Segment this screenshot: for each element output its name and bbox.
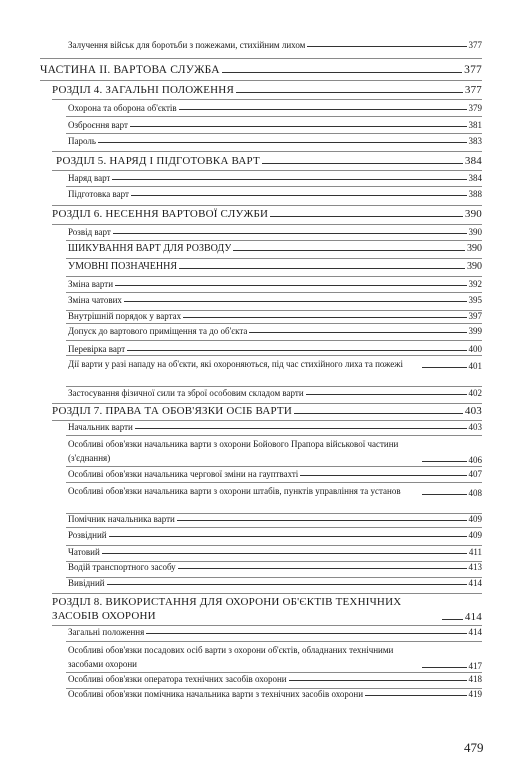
- toc-entry: [0, 261, 514, 272]
- dot-leader: [422, 367, 467, 368]
- separator-line: [66, 672, 482, 673]
- toc-entry: [0, 173, 514, 183]
- toc-entry: [0, 103, 514, 113]
- toc-entry-page: 414: [464, 611, 482, 623]
- dot-leader: [442, 619, 463, 620]
- dot-leader: [289, 680, 467, 681]
- toc-entry: [0, 40, 514, 50]
- toc-entry-title: Допуск до вартового приміщення та до об'єкта: [68, 326, 248, 336]
- dot-leader: [222, 72, 462, 73]
- dot-leader: [112, 179, 466, 180]
- toc-entry-title: Озброєння варт: [68, 120, 128, 130]
- toc-entry-page: 383: [468, 136, 482, 146]
- toc-entry-page: 377: [464, 64, 482, 76]
- separator-line: [66, 116, 482, 117]
- separator-line: [66, 340, 482, 341]
- toc-entry-page: 418: [468, 674, 482, 684]
- separator-line: [66, 133, 482, 134]
- separator-line: [66, 435, 482, 436]
- dot-leader: [127, 350, 466, 351]
- dot-leader: [183, 317, 466, 318]
- toc-entry-page: 407: [468, 469, 482, 479]
- toc-chapter: [0, 405, 514, 417]
- toc-entry: [0, 295, 514, 305]
- toc-entry: [0, 514, 514, 524]
- toc-entry-title: РОЗДІЛ 5. НАРЯД І ПІДГОТОВКА ВАРТ: [56, 155, 260, 167]
- toc-entry-page: 408: [468, 488, 482, 498]
- toc-entry-title: РОЗДІЛ 8. ВИКОРИСТАННЯ ДЛЯ ОХОРОНИ ОБ'ЄКТІВ ТЕХНІЧНИХ ЗАСОБІВ ОХОРОНИ: [52, 596, 402, 622]
- separator-line: [66, 292, 482, 293]
- toc-entry: [0, 484, 514, 498]
- separator-line: [52, 205, 482, 206]
- toc-entry-title: Особливі обов'язки оператора технічних засобів охорони: [68, 674, 287, 684]
- toc-entry: [0, 344, 514, 354]
- toc-entry-title: Особливі обов'язки помічника начальника варти з технічних засобів охорони: [68, 689, 364, 699]
- dot-leader: [233, 250, 465, 251]
- toc-entry-page: 390: [467, 243, 482, 254]
- toc-entry-page: 419: [468, 689, 482, 699]
- dot-leader: [146, 633, 466, 634]
- toc-entry: [0, 469, 514, 479]
- toc-entry-page: 399: [468, 326, 482, 336]
- separator-line: [52, 420, 482, 421]
- toc-entry-title: Зміна варти: [68, 279, 114, 289]
- separator-line: [66, 641, 482, 642]
- toc-entry-page: 401: [468, 361, 482, 371]
- dot-leader: [294, 413, 463, 414]
- dot-leader: [115, 285, 466, 286]
- toc-entry-page: 377: [468, 40, 482, 50]
- toc-chapter: [0, 155, 514, 167]
- toc-entry-page: 417: [468, 661, 482, 671]
- toc-entry-page: 400: [468, 344, 482, 354]
- dot-leader: [109, 536, 467, 537]
- separator-line: [66, 482, 482, 483]
- toc-entry-title: РОЗДІЛ 4. ЗАГАЛЬНІ ПОЛОЖЕННЯ: [52, 84, 234, 96]
- separator-line: [52, 403, 482, 404]
- toc-entry-page: 409: [468, 530, 482, 540]
- toc-chapter: [0, 84, 514, 96]
- toc-entry-title: Вивідний: [68, 578, 105, 588]
- toc-entry-page: 413: [468, 562, 482, 572]
- toc-entry-page: 379: [468, 103, 482, 113]
- toc-entry-title: Водій транспортного засобу: [68, 562, 176, 572]
- toc-entry-title: Розвідний: [68, 530, 107, 540]
- separator-line: [52, 224, 482, 225]
- toc-chapter: [0, 595, 514, 623]
- toc-entry: [0, 562, 514, 572]
- toc-entry-page: 384: [468, 173, 482, 183]
- toc-entry-title: Дії варти у разі нападу на об'єкти, які охороняються, під час стихійного лиха та пожежі: [68, 359, 403, 369]
- separator-line: [66, 527, 482, 528]
- toc-entry: [0, 627, 514, 637]
- separator-line: [52, 593, 482, 594]
- toc-entry-page: 377: [464, 84, 482, 96]
- dot-leader: [107, 584, 467, 585]
- toc-entry-page: 384: [464, 155, 482, 167]
- toc-entry: [0, 437, 514, 465]
- toc-entry-title: Застосування фізичної сили та зброї особовим складом варти: [68, 388, 304, 398]
- toc-entry-page: 409: [468, 514, 482, 524]
- toc-entry-page: 381: [468, 120, 482, 130]
- toc-entry-page: 414: [468, 578, 482, 588]
- toc-entry-title: Особливі обов'язки начальника чергової зміни на гауптвахті: [68, 469, 299, 479]
- toc-entry: [0, 189, 514, 199]
- toc-entry-page: 388: [468, 189, 482, 199]
- separator-line: [66, 466, 482, 467]
- toc-entry-title: Помічник начальника варти: [68, 514, 175, 524]
- toc-entry-title: Внутрішній порядок у вартах: [68, 311, 182, 321]
- dot-leader: [365, 695, 466, 696]
- toc-entry: [0, 243, 514, 254]
- dot-leader: [179, 109, 467, 110]
- dot-leader: [179, 268, 465, 269]
- toc-entry-title: Особливі обов'язки посадових осіб варти з охорони об'єктів, обладнаних технічними засобами охорони: [68, 645, 394, 669]
- dot-leader: [135, 428, 467, 429]
- dot-leader: [249, 332, 466, 333]
- dot-leader: [98, 142, 467, 143]
- toc-entry: [0, 136, 514, 146]
- dot-leader: [306, 394, 467, 395]
- dot-leader: [124, 301, 467, 302]
- separator-line: [40, 58, 482, 59]
- toc-entry-title: Розвід варт: [68, 227, 111, 237]
- dot-leader: [130, 126, 467, 127]
- separator-line: [52, 151, 482, 152]
- toc-entry: [0, 547, 514, 557]
- dot-leader: [422, 667, 467, 668]
- toc-entry-page: 406: [468, 455, 482, 465]
- toc-entry-page: 411: [468, 547, 482, 557]
- separator-line: [66, 258, 482, 259]
- toc-entry-title: Особливі обов'язки начальника варти з охорони штабів, пунктів управління та установ: [68, 486, 401, 496]
- toc-entry: [0, 357, 514, 371]
- toc-entry-title: Чатовий: [68, 547, 100, 557]
- toc-entry-title: ЧАСТИНА II. ВАРТОВА СЛУЖБА: [40, 64, 220, 76]
- toc-entry-page: 390: [464, 208, 482, 220]
- toc-entry-page: 403: [468, 422, 482, 432]
- toc-entry: [0, 311, 514, 321]
- separator-line: [66, 545, 482, 546]
- toc-entry-title: УМОВНІ ПОЗНАЧЕННЯ: [68, 261, 178, 272]
- dot-leader: [131, 195, 467, 196]
- separator-line: [52, 99, 482, 100]
- separator-line: [66, 323, 482, 324]
- toc-entry-title: Залучення військ для боротьби з пожежами, стихійним лихом: [68, 40, 306, 50]
- dot-leader: [236, 92, 463, 93]
- dot-leader: [178, 568, 467, 569]
- toc-entry-page: 403: [464, 405, 482, 417]
- dot-leader: [102, 553, 467, 554]
- toc-entry-page: 397: [468, 311, 482, 321]
- dot-leader: [422, 494, 467, 495]
- toc-entry: [0, 674, 514, 684]
- toc-entry-page: 390: [467, 261, 482, 272]
- toc-entry-title: Особливі обов'язки начальника варти з охорони Бойового Прапора військової частини (з'єднання): [68, 439, 399, 463]
- toc-chapter: [0, 208, 514, 220]
- page-number: 479: [464, 740, 484, 755]
- toc-entry-title: Зміна чатових: [68, 295, 122, 305]
- toc-entry-title: Начальник варти: [68, 422, 133, 432]
- separator-line: [66, 276, 482, 277]
- toc-entry: [0, 388, 514, 398]
- toc-entry-page: 402: [468, 388, 482, 398]
- dot-leader: [270, 216, 463, 217]
- toc-entry-title: Наряд варт: [68, 173, 111, 183]
- toc-entry: [0, 689, 514, 699]
- toc-entry: [0, 422, 514, 432]
- separator-line: [66, 355, 482, 356]
- toc-entry-page: 395: [468, 295, 482, 305]
- toc-entry-page: 392: [468, 279, 482, 289]
- separator-line: [52, 625, 482, 626]
- toc-entry-title: Охорона та оборона об'єктів: [68, 103, 177, 113]
- separator-line: [66, 240, 482, 241]
- dot-leader: [113, 233, 467, 234]
- dot-leader: [300, 475, 466, 476]
- toc-entry-page: 414: [468, 627, 482, 637]
- separator-line: [52, 170, 482, 171]
- separator-line: [66, 386, 482, 387]
- toc-entry: [0, 530, 514, 540]
- toc-entry-title: ШИКУВАННЯ ВАРТ ДЛЯ РОЗВОДУ: [68, 243, 232, 254]
- toc-entry: [0, 120, 514, 130]
- toc-entry-title: Загальні положення: [68, 627, 145, 637]
- toc-entry-title: Перевірка варт: [68, 344, 126, 354]
- toc-entry-title: Пароль: [68, 136, 96, 146]
- toc-entry: [0, 279, 514, 289]
- toc-entry-title: РОЗДІЛ 6. НЕСЕННЯ ВАРТОВОЇ СЛУЖБИ: [52, 208, 269, 220]
- separator-line: [66, 186, 482, 187]
- dot-leader: [177, 520, 467, 521]
- dot-leader: [307, 46, 466, 47]
- toc-entry: [0, 326, 514, 336]
- toc-entry-page: 390: [468, 227, 482, 237]
- separator-line: [40, 80, 482, 81]
- toc-entry: [0, 578, 514, 588]
- toc-entry-title: Підготовка варт: [68, 189, 129, 199]
- dot-leader: [422, 461, 467, 462]
- toc-entry: [0, 643, 514, 671]
- toc-part: [0, 64, 514, 76]
- dot-leader: [262, 163, 463, 164]
- toc-entry-title: РОЗДІЛ 7. ПРАВА ТА ОБОВ'ЯЗКИ ОСІБ ВАРТИ: [52, 405, 292, 417]
- toc-entry: [0, 227, 514, 237]
